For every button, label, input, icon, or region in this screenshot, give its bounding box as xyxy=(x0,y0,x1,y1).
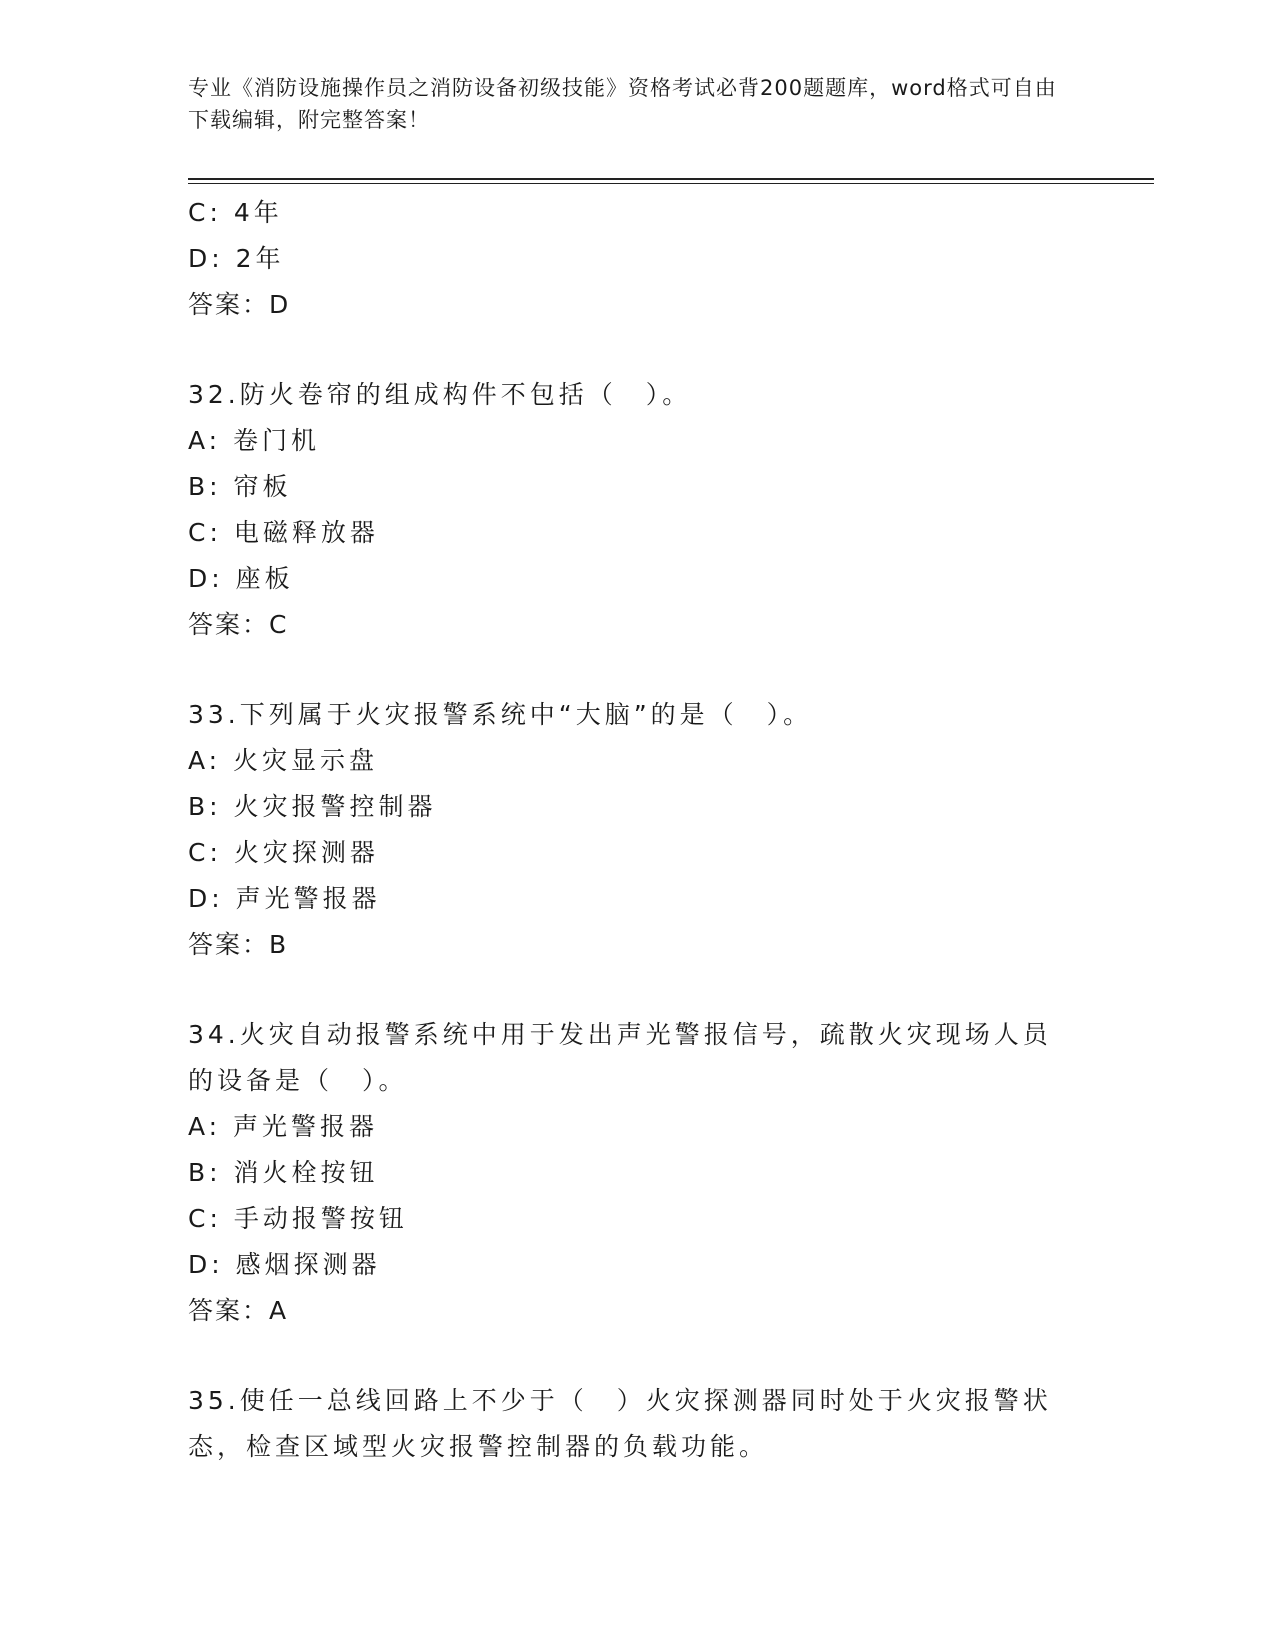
spacer xyxy=(188,968,1088,1012)
question-block-35 xyxy=(188,1378,1088,1470)
option-c: C: 电磁释放器 xyxy=(188,518,379,547)
question-block-32 xyxy=(188,372,1088,648)
question-stem: 32.防火卷帘的组成构件不包括（ ）。 xyxy=(188,380,692,409)
question-content xyxy=(188,190,1088,1470)
spacer xyxy=(188,328,1088,372)
option-b: B: 帘板 xyxy=(188,472,292,501)
header-rule-thin xyxy=(188,183,1154,184)
answer-line: 答案：C xyxy=(188,610,289,639)
option-b: B: 消火栓按钮 xyxy=(188,1158,379,1187)
question-stem: 33.下列属于火灾报警系统中“大脑”的是（ ）。 xyxy=(188,700,813,729)
option-a: A: 声光警报器 xyxy=(188,1112,379,1141)
question-stem: 34.火灾自动报警系统中用于发出声光警报信号，疏散火灾现场人员的设备是（ ）。 xyxy=(188,1020,1052,1095)
prev-question-block xyxy=(188,190,1088,328)
option-b: B: 火灾报警控制器 xyxy=(188,792,437,821)
document-header: 专业《消防设施操作员之消防设备初级技能》资格考试必背200题题库，word格式可自由下载编辑，附完整答案！ xyxy=(188,76,1057,132)
option-d: D: 感烟探测器 xyxy=(188,1250,381,1279)
answer-line: 答案：B xyxy=(188,930,289,959)
spacer xyxy=(188,648,1088,692)
option-c: C: 4年 xyxy=(188,198,283,227)
spacer xyxy=(188,1334,1088,1378)
option-d: D: 2年 xyxy=(188,244,285,273)
option-d: D: 座板 xyxy=(188,564,294,593)
question-block-33 xyxy=(188,692,1088,968)
answer-line: 答案：A xyxy=(188,1296,289,1325)
answer-line: 答案：D xyxy=(188,290,291,319)
question-block-34 xyxy=(188,1012,1088,1334)
option-d: D: 声光警报器 xyxy=(188,884,381,913)
header-rule-thick xyxy=(188,178,1154,180)
question-stem: 35.使任一总线回路上不少于（ ）火灾探测器同时处于火灾报警状态，检查区域型火灾报警控制器的负载功能。 xyxy=(188,1386,1052,1461)
option-c: C: 手动报警按钮 xyxy=(188,1204,408,1233)
option-c: C: 火灾探测器 xyxy=(188,838,379,867)
option-a: A: 卷门机 xyxy=(188,426,321,455)
option-a: A: 火灾显示盘 xyxy=(188,746,379,775)
